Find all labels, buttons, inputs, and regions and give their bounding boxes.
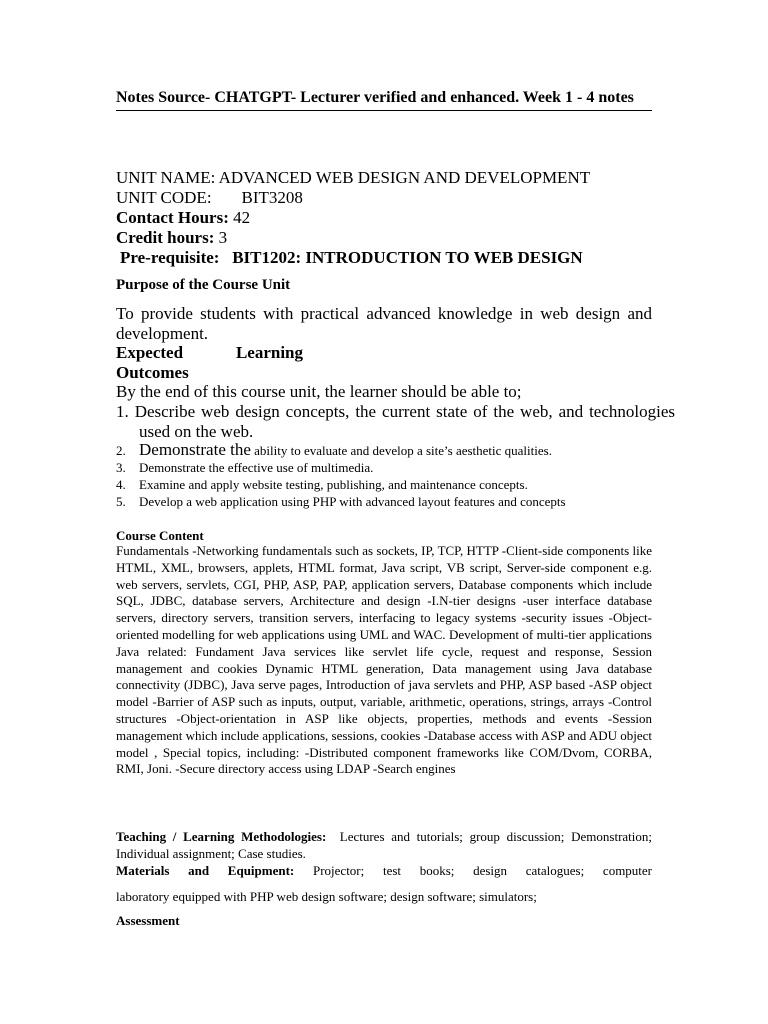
- purpose-heading: Purpose of the Course Unit: [116, 277, 291, 293]
- outcome-item-2-number: 2.: [116, 443, 126, 458]
- outcome-item-4: [116, 476, 652, 493]
- prerequisite-line: [120, 248, 656, 268]
- course-content-heading: Course Content: [116, 528, 204, 543]
- outcome-item-5: [116, 493, 652, 510]
- materials-line-1: [116, 862, 652, 879]
- credit-hours-label: Credit hours:: [116, 228, 215, 247]
- materials-line-2: laboratory equipped with PHP web design software; design software; simulators;: [116, 889, 537, 904]
- outcome-item-3-text: Demonstrate the effective use of multimedia.: [139, 460, 374, 475]
- contact-hours-line: [116, 208, 652, 228]
- outcome-item-3-number: 3.: [116, 460, 126, 475]
- outcome-item-3: [116, 459, 652, 476]
- contact-hours-label: Contact Hours:: [116, 208, 229, 227]
- teaching-text: Lectures and tutorials; group discussion; Demonstration; Individual assignment; Case studies.: [116, 829, 652, 861]
- credit-hours-line: [116, 228, 652, 248]
- outcome-item-4-text: Examine and apply website testing, publishing, and maintenance concepts.: [139, 477, 528, 492]
- teaching-colon: :: [321, 829, 327, 844]
- unit-code-line: [116, 188, 652, 208]
- outcome-item-2-lead: Demonstrate the: [139, 440, 251, 459]
- prerequisite-label: Pre-requisite:: [120, 248, 220, 267]
- contact-hours-value: 42: [233, 208, 251, 227]
- outcomes-intro: By the end of this course unit, the learner should be able to;: [116, 382, 522, 401]
- materials-text-1: Projector; test books; design catalogues; computer: [312, 863, 653, 878]
- outcome-item-4-number: 4.: [116, 477, 126, 492]
- outcomes-heading-word3: Outcomes: [116, 363, 189, 382]
- outcome-item-5-number: 5.: [116, 494, 126, 509]
- outcomes-heading-word2: Learning: [235, 343, 303, 362]
- outcomes-heading: [116, 343, 652, 383]
- notes-source-header: Notes Source- CHATGPT- Lecturer verified and enhanced. Week 1 - 4 notes: [116, 88, 652, 111]
- outcomes-heading-word1: Expected: [116, 343, 184, 362]
- teaching-label: Teaching / Learning Methodologies: [116, 829, 322, 844]
- outcome-item-2-text: ability to evaluate and develop a site’s aesthetic qualities.: [254, 443, 552, 458]
- credit-hours-value: 3: [218, 228, 228, 247]
- purpose-text: To provide students with practical advanced knowledge in web design and development.: [116, 304, 652, 343]
- outcome-item-5-text: Develop a web application using PHP with advanced layout features and concepts: [139, 494, 566, 509]
- assessment-heading: Assessment: [116, 913, 180, 928]
- unit-code-value: BIT3208: [241, 188, 303, 207]
- materials-label: Materials and Equipment:: [116, 863, 295, 878]
- unit-name-line: UNIT NAME: ADVANCED WEB DESIGN AND DEVELOPMENT: [116, 168, 591, 187]
- prerequisite-value: BIT1202: INTRODUCTION TO WEB DESIGN: [232, 248, 583, 267]
- teaching-methodologies: [116, 828, 652, 862]
- unit-code-label: UNIT CODE:: [116, 188, 212, 207]
- course-content-text: Fundamentals -Networking fundamentals such as sockets, IP, TCP, HTTP -Client-side components like HTML, XML, browsers, applets, HTML format, Java script, VB script, Server-side component e.g. web servers, servlets, CGI, PHP, ASP, PAP, application servers, Database components which include SQL, JDBC, database servers, Architecture and design -I.N-tier designs -user interface database servers, directory servers, transition servers, interfacing to legacy systems -security issues -Object-oriented modelling for web applications using UML and WAC. Development of multi-tier applications Java related: Fundament Java services like servlet life cycle, request and response, Session management and cookies Dynamic HTML generation, Data management using Java database connectivity (JDBC), Java serve pages, Introduction of java servlets and PHP, ASP based -ASP object model -Barrier of ASP such as inputs, output, variable, arithmetic, operations, strings, arrays -Control structures -Object-orientation in ASP like objects, properties, methods and events -Session management which include applications, sessions, cookies -Database access with ASP and ADU object model , Special topics, including: -Distributed component frameworks like COM/Dvom, CORBA, RMI, Joni. -Secure directory access using LDAP -Search engines: [116, 543, 653, 777]
- outcome-item-2: [116, 441, 652, 459]
- outcome-item-1: 1. Describe web design concepts, the current state of the web, and technologies used on the web.: [116, 402, 675, 441]
